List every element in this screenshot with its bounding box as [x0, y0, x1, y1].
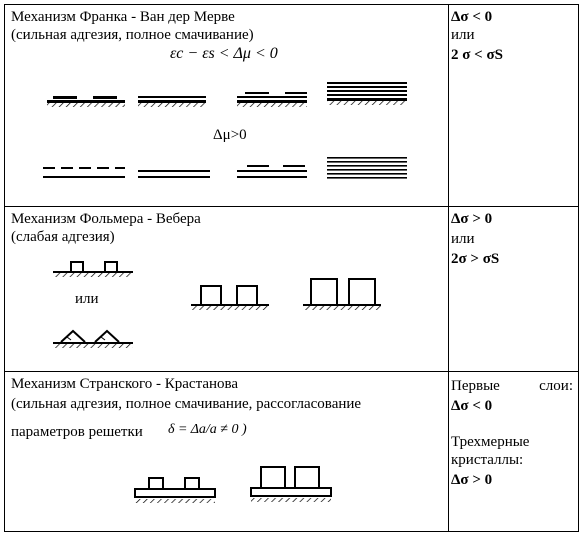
condition-cell [451, 207, 574, 371]
layer-plus-island-diagram [5, 372, 448, 533]
wetting-layer-small-islands [135, 478, 215, 503]
droplet-islands-substrate [53, 331, 133, 348]
mechanism-title: Механизм Странского - Крастанова [11, 376, 239, 392]
condition-line: Трехмерные [451, 434, 530, 450]
layer-growth-diagram [5, 5, 448, 207]
substrate-monolayer-plus-islands [237, 92, 307, 107]
mechanism-subtitle: (сильная адгезия, полное смачивание, рассогласование [11, 396, 362, 412]
stacked-layers-4 [327, 157, 407, 179]
small-islands-substrate [53, 262, 133, 277]
mechanism-cell [5, 5, 448, 206]
row-frank-van-der-merwe [5, 5, 578, 207]
condition-line: Δσ > 0 [451, 211, 493, 227]
lattice-mismatch-formula: δ = Δa/a ≠ 0 ) [168, 422, 247, 437]
substrate-monolayer [138, 96, 206, 107]
substrate-multilayer [327, 82, 407, 105]
condition-cell [451, 5, 574, 206]
row-volmer-weber [5, 207, 578, 372]
row-stranski-krastanov [5, 372, 578, 533]
condition-line: 2 σ < σS [451, 47, 503, 63]
mechanism-subtitle-cont: параметров решетки [11, 424, 143, 440]
mechanism-cell [5, 207, 448, 371]
delta-mu-label: Δμ>0 [213, 127, 247, 143]
mechanism-subtitle: (слабая адгезия) [11, 229, 115, 245]
mechanism-cell [5, 372, 448, 533]
condition-line: 2σ > σS [451, 251, 500, 267]
medium-islands-substrate [191, 286, 269, 310]
condition-line: или [451, 27, 475, 43]
wetting-layer-large-islands [251, 467, 331, 502]
condition-line: Δσ > 0 [451, 472, 493, 488]
island-growth-diagram [5, 207, 448, 372]
condition-line: Δσ < 0 [451, 9, 493, 25]
condition-line: или [451, 231, 475, 247]
large-islands-substrate [303, 279, 381, 310]
mechanism-subtitle: (сильная адгезия, полное смачивание) [11, 27, 254, 43]
layer-with-steps-3 [237, 165, 307, 178]
mechanisms-table [4, 4, 579, 532]
dashed-layer-1 [43, 168, 125, 178]
continuous-layer-2 [138, 170, 210, 178]
condition-line: кристаллы: [451, 452, 524, 468]
substrate-partial-monolayer [47, 96, 125, 107]
mechanism-title: Механизм Фольмера - Вебера [11, 211, 201, 227]
condition-line: Δσ < 0 [451, 398, 493, 414]
or-label: или [75, 291, 99, 307]
mechanism-formula: εc − εs < Δμ < 0 [170, 45, 278, 62]
mechanism-title: Механизм Франка - Ван дер Мерве [11, 9, 235, 25]
condition-cell [451, 372, 574, 533]
condition-line: Первые слои: [451, 378, 573, 394]
